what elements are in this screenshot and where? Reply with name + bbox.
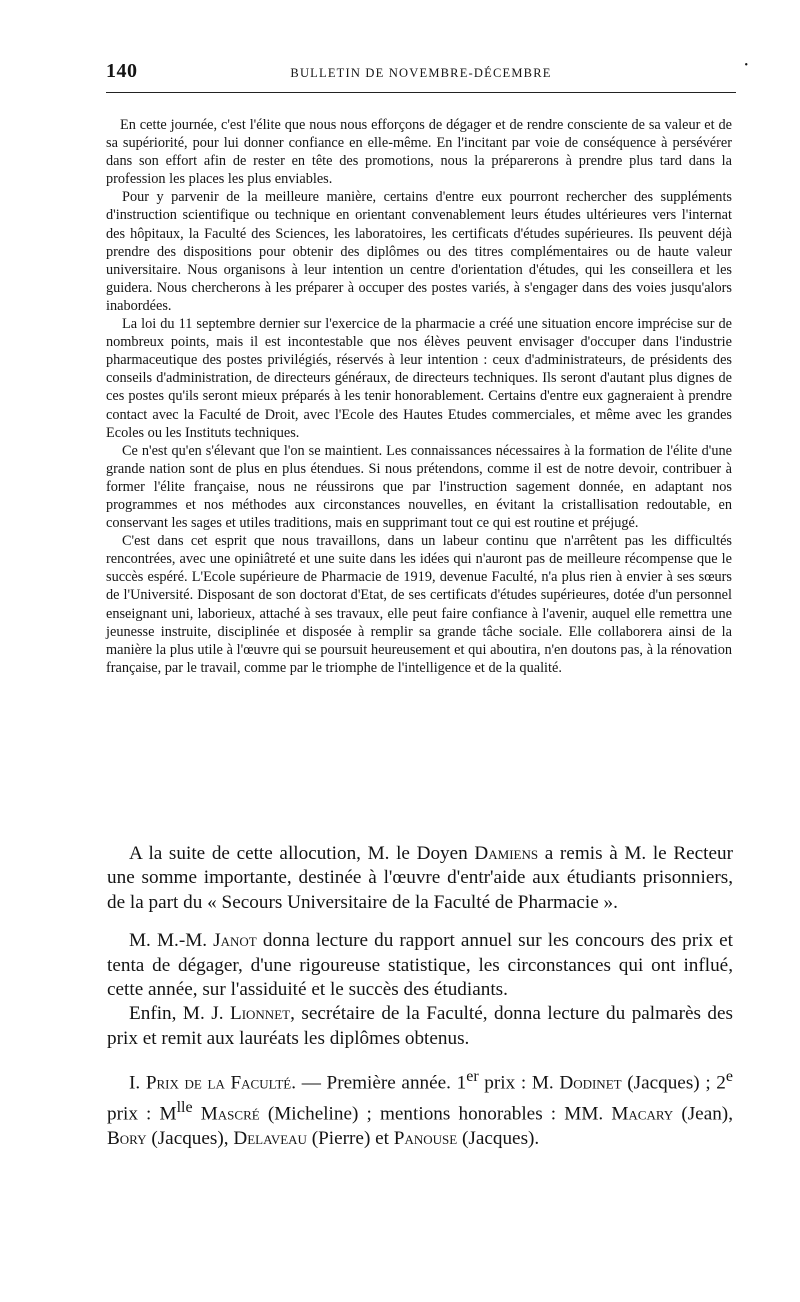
person-name: Bory (107, 1127, 147, 1149)
paragraph: Ce n'est qu'en s'élevant que l'on se maintient. Les connaissances nécessaires à la formation de l'élite d'une grande nation sont de plus en plus étendues. Si nous prétendons, comme il est de notre devoir, contribuer à former l'élite française, nous ne réussirons que par l'instruction sagement donnée, en adaptant nos programmes et nos méthodes aux circonstances nouvelles, en évitant la cristallisation redoutable, en conservant les sages et utiles traditions, mais en supprimant tout ce qui est routine et préjugé. (106, 442, 732, 532)
page-number: 140 (106, 60, 138, 82)
speech-text (106, 116, 732, 677)
paragraph: En cette journée, c'est l'élite que nous nous efforçons de dégager et de rendre consciente de sa valeur et de sa supériorité, pour lui donner confiance en elle-même. En l'incitant par voie de conséquence à persévérer dans son effort afin de rester en tête des promotions, nous la préparerons à prendre plus tard dans la profession les places les plus enviables. (106, 117, 732, 188)
page-header (106, 58, 748, 93)
person-name: Macary (611, 1103, 674, 1125)
margin-mark: • (744, 60, 748, 71)
paragraph: La loi du 11 septembre dernier sur l'exercice de la pharmacie a créé une situation encore imprécise sur de nombreux points, mais il est incontestable que nos élèves peuvent envisager d'occuper dans l'industrie pharmaceutique des postes privilégiés, réservés à leur intention : ceux d'administrateurs, de présidents des conseils d'administration, de directeurs généraux, de directeurs techniques. Ils seront d'autant plus dignes de ces postes qu'ils seront mieux préparés à les tenir honorablement. Certains d'entre eux gagneraient à prendre contact avec la Faculté de Droit, avec l'Ecole des Hautes Etudes commerciales, et même avec les grandes Ecoles ou les Instituts techniques. (106, 316, 732, 441)
paragraph-palmares: Enfin, M. J. Lionnet, secrétaire de la Faculté, donna lecture du palmarès des prix et remit aux lauréats les diplômes obtenus. (107, 1003, 734, 1049)
paragraph: C'est dans cet esprit que nous travaillons, dans un labeur continu que n'arrêtent pas les difficultés rencontrées, avec une opiniâtreté et une suite dans les idées qui n'auront pas de meilleure récompense que le succès espéré. L'Ecole supérieure de Pharmacie de 1919, devenue Faculté, n'a plus rien à envier à ses sœurs de l'Université. Disposant de son doctorat d'Etat, de ses certificats d'études supérieures, dotée d'un personnel enseignant uni, laborieux, attaché à ses travaux, elle peut faire confiance à l'avenir, auquel elle remettra une jeunesse instruite, disciplinée et disposée à remplir sa grande tâche sociale. Elle collaborera ainsi de la manière la plus utile à l'œuvre qui se poursuit heureusement et qui aboutira, n'en doutons pas, à la rénovation française, par le travail, comme par le triomphe de l'intelligence et de la qualité. (106, 533, 732, 676)
person-name: Delaveau (233, 1127, 307, 1149)
report-text (107, 842, 733, 1151)
paragraph: Pour y parvenir de la meilleure manière, certains d'entre eux pourront rechercher des suppléments d'instruction scientifique ou technique en orientant convenablement leurs études ultérieures vers l'internat des hôpitaux, la Faculté des Sciences, les laboratoires, les certificats d'études supérieures. Ils peuvent déjà prendre des dispositions pour obtenir des diplômes ou des titres complémentaires ou de haute valeur universitaire. Nous organisons à leur intention un centre d'orientation d'études, qui les conseillera et les guidera. Nous chercherons à les préparer à occuper des postes variés, à s'engager dans des voies jusqu'alors inabordées. (106, 189, 732, 314)
paragraph-rapport: M. M.-M. Janot donna lecture du rapport annuel sur les concours des prix et tenta de dégager, d'une rigoureuse statistique, les circonstances qui ont influé, cette année, sur l'assiduité et le succès des étudiants. (107, 930, 734, 1001)
person-name: Janot (213, 930, 257, 952)
person-name: Dodinet (559, 1072, 622, 1094)
person-name: Damiens (474, 843, 539, 864)
section-heading: I. Prix de la Faculté. (129, 1072, 297, 1094)
person-name: Mascré (200, 1103, 260, 1125)
person-name: Panouse (393, 1127, 458, 1149)
paragraph-recteur: A la suite de cette allocution, M. le Doyen Damiens a remis à M. le Recteur une somme importante, destinée à l'œuvre d'entr'aide aux étudiants prisonniers, de la part du « Secours Universitaire de la Faculté de Pharmacie ». (107, 843, 734, 913)
running-title: BULLETIN DE NOVEMBRE-DÉCEMBRE (290, 66, 552, 80)
person-name: Lionnet (229, 1003, 291, 1025)
paragraph-prix: I. Prix de la Faculté. — Première année. 1er prix : M. Dodinet (Jacques) ; 2e prix : $M^{lle}$ Mascré (Micheline) ; mentions honorables : MM. Macary (Jean), Bory (Jacques), Delaveau (Pierre) et Panouse (Jacques). (107, 1068, 734, 1149)
